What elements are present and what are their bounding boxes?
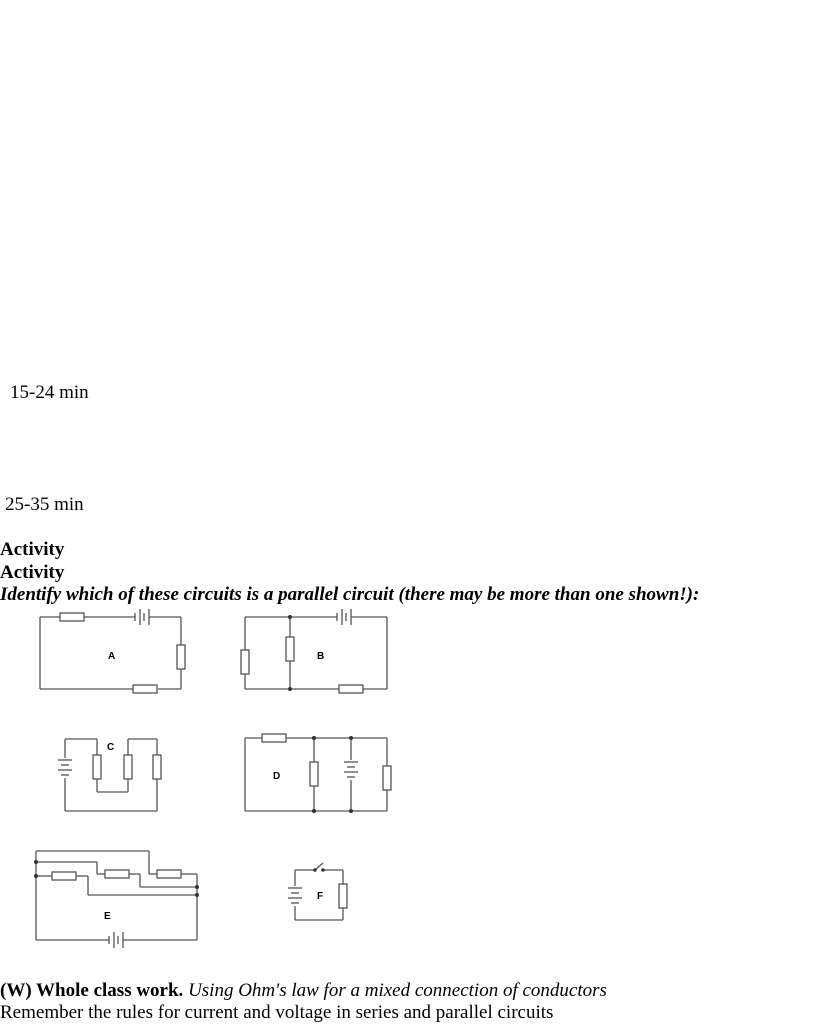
- activity-heading: Activity: [0, 539, 65, 560]
- timing-2: 25-35 min: [5, 494, 84, 515]
- circuit-label-a: A: [108, 651, 116, 662]
- instruction: Identify which of these circuits is a parallel circuit (there may be more than one shown!):: [0, 584, 700, 605]
- circuit-label-d: D: [273, 771, 281, 782]
- junction-dots: [34, 615, 353, 897]
- circuit-b: [241, 609, 387, 693]
- circuit-label-f: F: [317, 891, 324, 902]
- whole-class-line: [0, 980, 607, 1002]
- circuit-diagrams: [0, 604, 420, 949]
- whole-class-lead: (W) Whole class work.: [0, 980, 184, 1001]
- reminder: Remember the rules for current and voltage in series and parallel circuits: [0, 1002, 554, 1023]
- circuit-label-b: B: [317, 651, 325, 662]
- circuit-e: [36, 851, 197, 948]
- circuit-d: [245, 734, 391, 811]
- timing-1: 15-24 min: [10, 382, 89, 403]
- activity-subheading: Activity: [0, 562, 65, 583]
- circuit-label-e: E: [104, 911, 111, 922]
- activity-heading-row: [0, 539, 64, 561]
- whole-class-topic: Using Ohm's law for a mixed connection of conductors: [188, 980, 607, 1001]
- circuit-label-c: C: [107, 742, 115, 753]
